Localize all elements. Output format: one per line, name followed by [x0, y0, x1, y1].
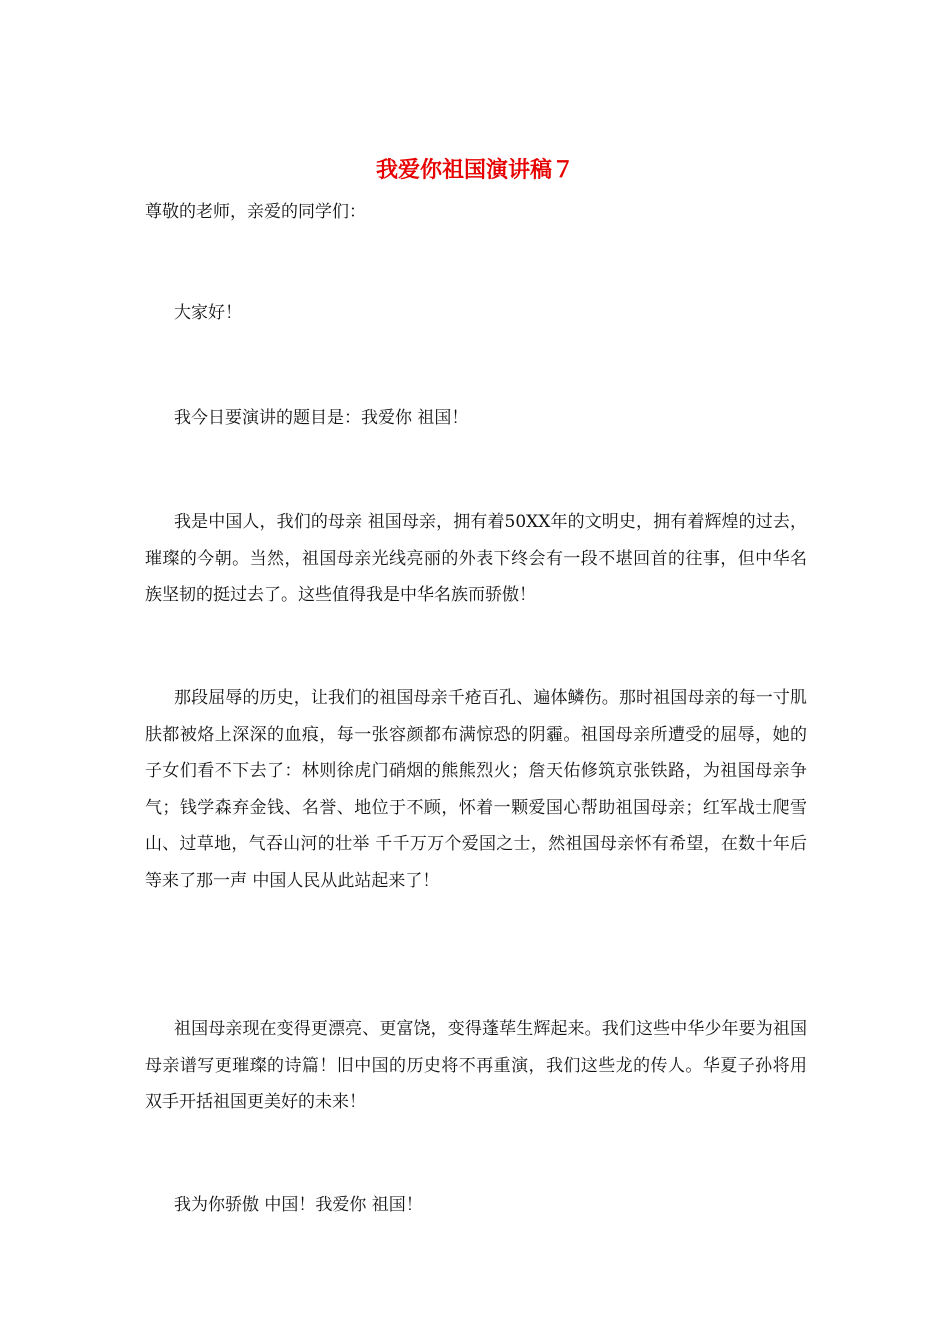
paragraph-greeting: 大家好！	[174, 303, 242, 323]
paragraph-humiliation: 那段屈辱的历史，让我们的祖国母亲千疮百孔、遍体鳞伤。那时祖国母亲的每一寸肌肤都被烙上深深的血痕，每一张容颜都布满惊恐的阴霾。祖国母亲所遭受的屈辱，她的子女们看不下去了：林则徐虎门硝烟的熊熊烈火；詹天佑修筑京张铁路，为祖国母亲争气；钱学森弃金钱、名誉、地位于不顾，怀着一颗爱国心帮助祖国母亲；红军战士爬雪山、过草地，气吞山河的壮举 千千万万个爱国之士，然祖国母亲怀有希望，在数十年后等来了那一声 中国人民从此站起来了！	[145, 688, 807, 891]
paragraph-topic: 我今日要演讲的题目是：我爱你 祖国！	[174, 408, 469, 428]
salutation: 尊敬的老师，亲爱的同学们：	[145, 202, 366, 222]
paragraph-future: 祖国母亲现在变得更漂亮、更富饶，变得蓬荜生辉起来。我们这些中华少年要为祖国母亲谱写更璀璨的诗篇！旧中国的历史将不再重演，我们这些龙的传人。华夏子孙将用双手开括祖国更美好的未来！	[145, 1019, 807, 1112]
paragraph-history: 我是中国人，我们的母亲 祖国母亲，拥有着50XX年的文明史，拥有着辉煌的过去，璀璨的今朝。当然，祖国母亲光线亮丽的外表下终会有一段不堪回首的往事，但中华名族坚韧的挺过去了。这些值得我是中华名族而骄傲！	[145, 512, 807, 605]
document-title: 我爱你祖国演讲稿７	[375, 157, 574, 183]
paragraph-closing: 我为你骄傲 中国！我爱你 祖国！	[174, 1195, 423, 1215]
